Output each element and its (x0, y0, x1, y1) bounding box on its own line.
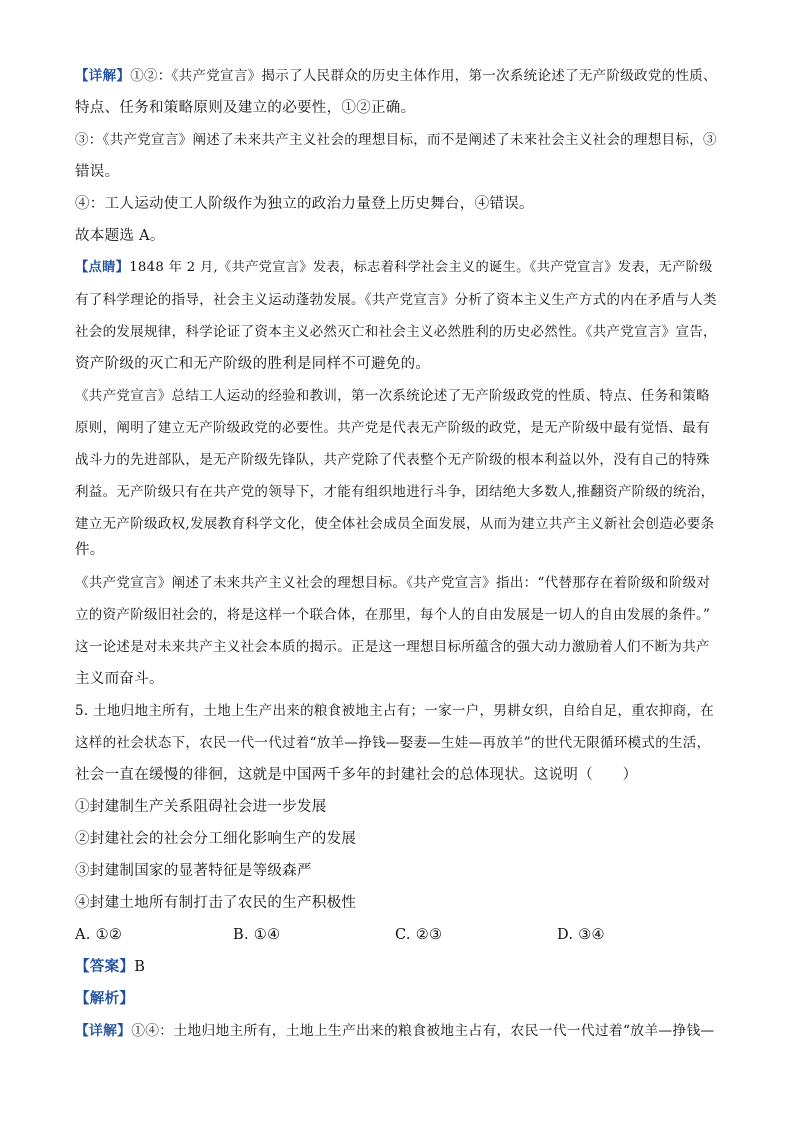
comment-line-5: 《共产党宣言》总结工人运动的经验和教训，第一次系统论述了无产阶级政党的性质、特点、任务和策略 (75, 388, 710, 404)
statement-4: ④封建土地所有制打击了农民的生产积极性 (75, 895, 357, 911)
question-5-line-1: 5. 土地归地主所有，土地上生产出来的粮食被地主占有；一家一户，男耕女织，自给自足，重农抑商，在 (75, 703, 715, 719)
analysis-line (75, 989, 134, 1009)
option-c: C. ②③ (395, 927, 443, 943)
comment-line-3: 社会的发展规律，科学论证了资本主义必然灭亡和社会主义必然胜利的历史必然性。《共产党宣言》宣告， (75, 324, 717, 340)
detail-tag: 【详解】 (75, 68, 131, 84)
option-b: B. ①④ (233, 927, 281, 943)
comment-line-14: 主义而奋斗。 (75, 671, 164, 687)
detail-line-4: 错误。 (75, 164, 120, 180)
statement-1: ①封建制生产关系阻碍社会进一步发展 (75, 799, 327, 815)
option-a: A. ①② (75, 927, 123, 943)
statement-3: ③封建制国家的显著特征是等级森严 (75, 863, 312, 879)
detail-line-5: ④：工人运动使工人阶级作为独立的政治力量登上历史舞台，④错误。 (75, 196, 534, 212)
comment-line-7: 战斗力的先进部队，是无产阶级先锋队，共产党除了代表整个无产阶级的根本利益以外，没有自己的特殊 (75, 452, 710, 468)
question-5-line-3: 社会一直在缓慢的徘徊，这就是中国两千多年的封建社会的总体现状。这说明（ ） (75, 767, 638, 783)
comment-line-9: 建立无产阶级政权,发展教育科学文化，使全体社会成员全面发展，从而为建立共产主义新社会创造必要条 (75, 516, 715, 532)
statement-2: ②封建社会的社会分工细化影响生产的发展 (75, 831, 357, 847)
answer-value: B (134, 959, 146, 975)
comment-line-4: 资产阶级的灭亡和无产阶级的胜利是同样不可避免的。 (75, 356, 431, 372)
option-d: D. ③④ (557, 927, 605, 943)
answer-tag: 【答案】 (75, 958, 135, 975)
comment-line-12: 立的资产阶级旧社会的，将是这样一个联合体，在那里，每个人的自由发展是一切人的自由发展的条件。” (75, 607, 711, 623)
detail-line-1: 【详解】①②：《共产党宣言》揭示了人民群众的历史主体作用，第一次系统论述了无产阶级政党的性质、 (75, 68, 717, 84)
comment-line-1: 【点睛】1848 年 2 月,《共产党宣言》发表，标志着科学社会主义的诞生。《共产党宣言》发表，无产阶级 (75, 260, 713, 275)
detail-line-3: ③：《共产党宣言》阐述了未来共产主义社会的理想目标，而不是阐述了未来社会主义社会的理想目标，③ (75, 132, 717, 148)
comment-line-10: 件。 (75, 542, 105, 558)
detail-line-6: 故本题选 A。 (75, 228, 165, 244)
comment-line-8: 利益。无产阶级只有在共产党的领导下，才能有组织地进行斗争，团结绝大多数人,推翻资产阶级的统治， (75, 484, 715, 500)
comment-line-11: 《共产党宣言》阐述了未来共产主义社会的理想目标。《共产党宣言》指出：“代替那存在着阶级和阶级对 (75, 575, 711, 591)
question-5-line-2: 这样的社会状态下，农民一代一代过着“放羊—挣钱—娶妻—生娃—再放羊”的世代无限循环模式的生活， (75, 735, 711, 751)
comment-line-6: 原则，阐明了建立无产阶级政党的必要性。共产党是代表无产阶级的政党，是无产阶级中最有觉悟、最有 (75, 420, 710, 436)
analysis-tag: 【解析】 (75, 990, 135, 1007)
answer-line (75, 957, 145, 977)
comment-line-2: 有了科学理论的指导，社会主义运动蓬勃发展。《共产党宣言》分析了资本主义生产方式的内在矛盾与人类 (75, 292, 717, 308)
detail2-tag: 【详解】 (75, 1023, 132, 1039)
comment-line-13: 这一论述是对未来共产主义社会本质的揭示。正是这一理想目标所蕴含的强大动力激励着人们不断为共产 (75, 639, 710, 655)
detail-line-2: 特点、任务和策略原则及建立的必要性，①②正确。 (75, 100, 416, 116)
comment-tag: 【点睛】 (75, 260, 130, 275)
detail2-line-1: 【详解】①④：土地归地主所有，土地上生产出来的粮食被地主占有，农民一代一代过着“放羊—挣钱— (75, 1023, 715, 1039)
